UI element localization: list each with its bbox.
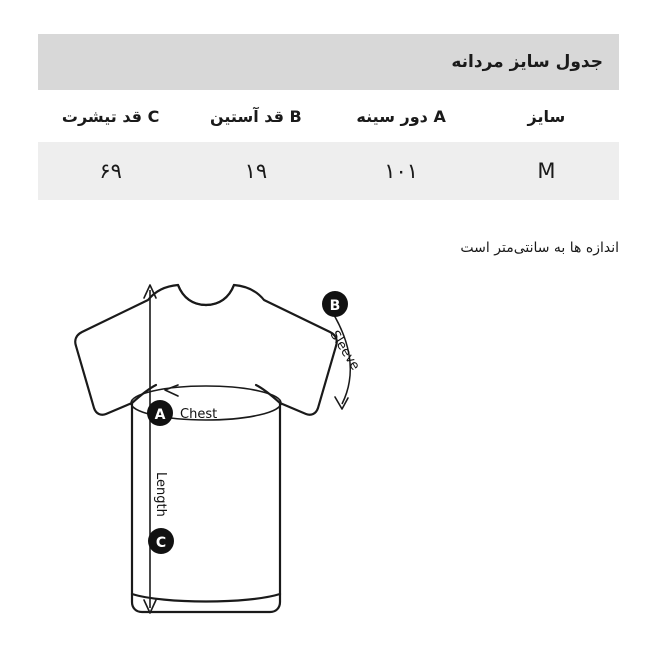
chest-badge-label: A xyxy=(154,407,166,423)
size-table xyxy=(38,34,619,200)
chest-label: Chest xyxy=(180,407,218,422)
cell-length: ۶۹ xyxy=(38,142,183,200)
sleeve-badge-label: B xyxy=(329,298,341,314)
cell-size: M xyxy=(474,142,619,200)
column-header-size: سایز xyxy=(474,90,619,142)
length-label: Length xyxy=(153,472,168,517)
chest-badge xyxy=(147,400,217,426)
table-header-row xyxy=(38,90,619,142)
tshirt-measurement-diagram xyxy=(30,272,400,642)
cell-chest: ۱۰۱ xyxy=(329,142,474,200)
length-measure-line xyxy=(144,285,156,613)
column-header-chest: A دور سینه xyxy=(329,90,474,142)
cell-sleeve: ۱۹ xyxy=(183,142,328,200)
column-header-length: C قد تیشرت xyxy=(38,90,183,142)
units-note: اندازه ها به سانتی‌متر است xyxy=(460,240,619,256)
table-title-row xyxy=(38,34,619,90)
table-row xyxy=(38,142,619,200)
column-header-sleeve: B قد آستین xyxy=(183,90,328,142)
page-title: جدول سایز مردانه xyxy=(38,34,619,90)
sleeve-label: Sleeve xyxy=(326,328,363,374)
length-badge xyxy=(148,472,174,554)
length-badge-label: C xyxy=(155,535,167,551)
tshirt-outline xyxy=(75,285,337,612)
